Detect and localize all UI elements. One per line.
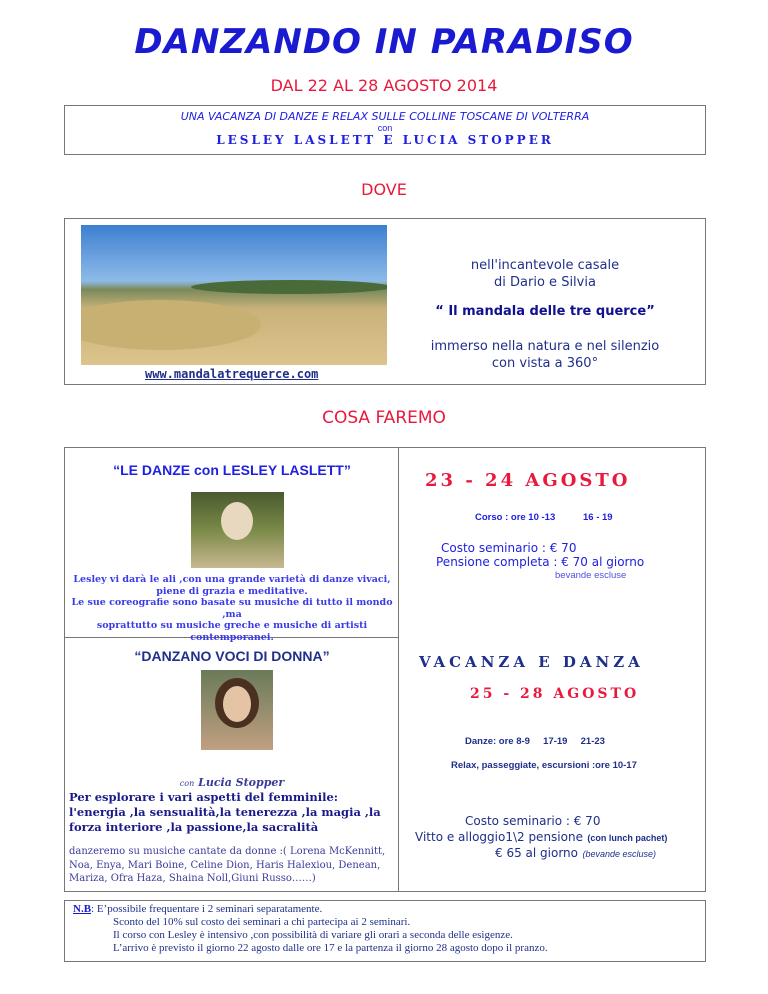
lesley-desc: piene di grazia e meditative.: [156, 585, 308, 597]
dove-line1: nell'incantevole casale: [470, 258, 620, 273]
event-dates: DAL 22 AL 28 AGOSTO 2014: [270, 76, 498, 95]
lucia-title: “DANZANO VOCI DI DONNA”: [134, 648, 330, 664]
landscape-photo: [81, 225, 387, 365]
lunch-note: (con lunch pachet): [587, 833, 668, 843]
dove-heading: DOVE: [361, 180, 407, 199]
dove-line4: con vista a 360°: [491, 356, 599, 371]
vacanza-heading: VACANZA E DANZA: [419, 653, 644, 671]
nb-line: Il corso con Lesley è intensivo ,con possibilità di variare gli orari a seconda delle esigenze.: [113, 929, 513, 941]
lucia-photo: [201, 670, 273, 750]
vitto-alloggio: Vitto e alloggio1\2 pensione: [415, 830, 583, 844]
program-grid: [64, 447, 706, 892]
lucia-name: Lucia Stopper: [198, 776, 285, 789]
website-link[interactable]: www.mandalatrequerce.com: [145, 367, 319, 381]
danze-hours: Danze: ore 8-9 17-19 21-23: [465, 736, 605, 747]
lesley-corso: Corso : ore 10 -13: [475, 512, 556, 523]
page-title: DANZANDO IN PARADISO: [134, 22, 634, 62]
lucia-music: danzeremo su musiche cantate da donne :( Lorena McKennitt, Noa, Enya, Mari Boine, Celine Dion, Haris Halexiou, Denean, Mariza, Ofra Haza, Shaina Noll,Giuni Russo……): [69, 846, 386, 884]
lesley-desc: soprattutto su musiche greche e musiche di artisti contemporanei.: [96, 620, 368, 643]
lesley-bevande: bevande escluse: [555, 570, 627, 581]
nb-line: : E’possibile frequentare i 2 seminari separatamente.: [91, 903, 323, 915]
nb-line: Sconto del 10% sul costo dei seminari a chi partecipa ai 2 seminari.: [113, 916, 411, 928]
lucia-bevande: (bevande escluse): [582, 849, 656, 859]
lesley-desc: Le sue coreografie sono basate su musiche di tutto il mondo ,ma: [71, 597, 393, 620]
nb-box: [64, 900, 706, 962]
dove-line2: di Dario e Silvia: [494, 275, 596, 290]
relax-hours: Relax, passeggiate, escursioni :ore 10-17: [451, 760, 637, 771]
lesley-photo: [191, 492, 284, 568]
nb-line: L’arrivo è previsto il giorno 22 agosto dalle ore 17 e la partenza il giorno 28 agosto dopo il pranzo.: [113, 942, 548, 954]
venue-name: “ Il mandala delle tre querce”: [435, 304, 655, 319]
lucia-con: con: [179, 779, 195, 788]
lucia-costo: Costo seminario : € 70: [465, 814, 601, 828]
lesley-pensione: Pensione completa : € 70 al giorno: [436, 555, 645, 569]
intro-con: con: [377, 123, 393, 133]
lesley-title: “LE DANZE con LESLEY LASLETT”: [113, 462, 351, 478]
lesley-costo: Costo seminario : € 70: [441, 541, 577, 555]
lesley-desc: Lesley vi darà le ali ,con una grande varietà di danze vivaci,: [73, 574, 391, 585]
lesley-dates: 23 - 24 AGOSTO: [425, 470, 631, 491]
lucia-dates: 25 - 28 AGOSTO: [470, 686, 640, 702]
dove-box: [64, 218, 706, 385]
lucia-prezzo: € 65 al giorno: [495, 846, 578, 860]
lesley-corso2: 16 - 19: [583, 512, 613, 523]
intro-box: [64, 105, 706, 155]
dove-line3: immerso nella natura e nel silenzio: [430, 339, 660, 354]
cosa-heading: COSA FAREMO: [322, 408, 446, 428]
nb-label: N.B: [73, 903, 92, 915]
intro-line: UNA VACANZA DI DANZE E RELAX SULLE COLLINE TOSCANE DI VOLTERRA: [180, 110, 590, 123]
lucia-purpose: Per esplorare i vari aspetti del femminile: l'energia ,la sensualità,la tenerezza ,la magia ,la forza interiore ,la passione,la sacralità: [69, 790, 381, 834]
teachers: LESLEY LASLETT E LUCIA STOPPER: [216, 133, 554, 147]
